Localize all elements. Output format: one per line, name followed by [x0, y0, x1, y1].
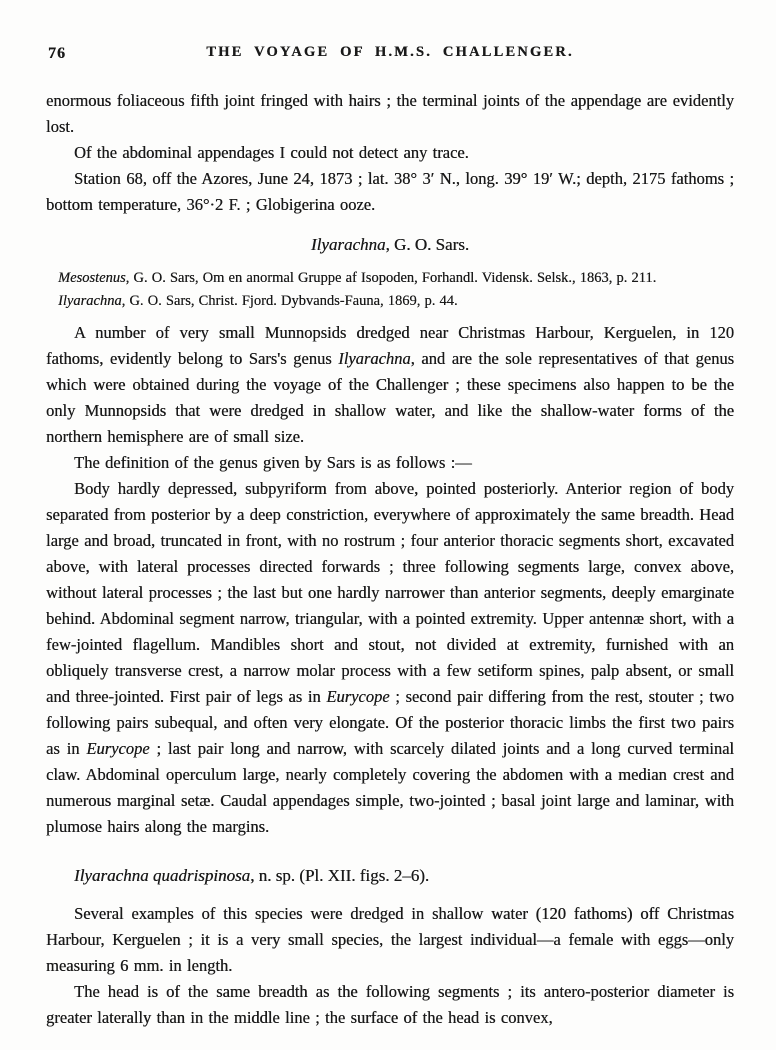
- page-content: [46, 88, 734, 1031]
- italic-text-run: Eurycope: [86, 739, 150, 758]
- italic-text-run: Mesostenus: [58, 270, 126, 286]
- body-paragraph: [46, 476, 734, 840]
- italic-text-run: Eurycope: [326, 687, 390, 706]
- body-paragraph: [46, 901, 734, 979]
- italic-text-run: Ilyarachna: [310, 235, 386, 254]
- italic-text-run: Ilyarachna quadrispinosa: [74, 866, 251, 885]
- text-run: Several examples of this species were dredged in shallow water (120 fathoms) off Christmas Harbour, Kerguelen ; it is a very small species, the largest individual—a female with eggs—only measuring 6 mm. in length.: [46, 904, 734, 975]
- text-run: Station 68, off the Azores, June 24, 1873 ; lat. 38° 3′ N., long. 39° 19′ W.; depth, 2175 fathoms ; bottom temperature, 36°·2 F. ; Globigerina ooze.: [46, 169, 734, 214]
- text-run: , G. O. Sars, Christ. Fjord. Dybvands-Fauna, 1869, p. 44.: [121, 293, 458, 309]
- text-run: A number of very small Munnopsids dredged near Christmas Harbour, Kerguelen, in 120 fathoms, evidently belong to Sars's genus: [46, 323, 734, 368]
- running-title: THE VOYAGE OF H.M.S. CHALLENGER.: [206, 44, 574, 60]
- text-run: The head is of the same breadth as the following segments ; its antero-posterior diameter is greater laterally than in the middle line ; the surface of the head is convex,: [46, 982, 734, 1027]
- italic-text-run: Ilyarachna: [338, 349, 411, 368]
- page-number: 76: [48, 45, 66, 62]
- body-paragraph: [46, 450, 734, 476]
- synonymy-line: [58, 290, 734, 313]
- body-paragraph: [46, 88, 734, 140]
- body-paragraph: [46, 320, 734, 450]
- species-heading: [46, 864, 734, 888]
- body-paragraph: [46, 140, 734, 166]
- text-run: , G. O. Sars.: [385, 235, 470, 254]
- synonymy-line: [58, 267, 734, 290]
- body-paragraph: [46, 166, 734, 218]
- text-run: ; second pair differing from the rest, stouter ; two following pairs subequal, and often very elongate. Of the posterior thoracic limbs the first two pairs as in: [46, 687, 734, 758]
- text-run: enormous foliaceous fifth joint fringed with hairs ; the terminal joints of the appendage are evidently lost.: [46, 91, 734, 136]
- text-run: The definition of the genus given by Sars is as follows :—: [74, 453, 472, 472]
- text-run: Of the abdominal appendages I could not detect any trace.: [74, 143, 469, 162]
- genus-heading: [46, 233, 734, 257]
- page-header: [46, 44, 734, 68]
- text-run: , n. sp. (Pl. XII. figs. 2–6).: [250, 866, 430, 885]
- text-run: , and are the sole representatives of that genus which were obtained during the voyage of the Challenger ; these specimens also happen to be the only Munnopsids that were dredged in shallow water, and like the shallow-water forms of the northern hemisphere are of small size.: [46, 349, 734, 446]
- text-run: ; last pair long and narrow, with scarcely dilated joints and a long curved terminal claw. Abdominal operculum large, nearly completely covering the abdomen with a median crest and numerous marginal setæ. Caudal appendages simple, two-jointed ; basal joint large and laminar, with plumose hairs along the margins.: [46, 739, 734, 836]
- italic-text-run: Ilyarachna: [58, 293, 122, 309]
- text-run: Body hardly depressed, subpyriform from above, pointed posteriorly. Anterior region of body separated from posterior by a deep constriction, everywhere of approximately the same breadth. Head large and broad, truncated in front, with no rostrum ; four anterior thoracic segments short, excavated above, with lateral processes directed forwards ; three following segments large, convex above, without lateral processes ; the last but one hardly narrower than anterior segments, deeply emarginate behind. Abdominal segment narrow, triangular, with a pointed extremity. Upper antennæ short, with a few-jointed flagellum. Mandibles short and stout, not divided at extremity, furnished with an obliquely transverse crest, a narrow molar process with a few setiform spines, palp absent, or small and three-jointed. First pair of legs as in: [46, 479, 734, 706]
- text-run: , G. O. Sars, Om en anormal Gruppe af Isopoden, Forhandl. Vidensk. Selsk., 1863, p. 211.: [125, 270, 657, 286]
- body-paragraph: [46, 979, 734, 1031]
